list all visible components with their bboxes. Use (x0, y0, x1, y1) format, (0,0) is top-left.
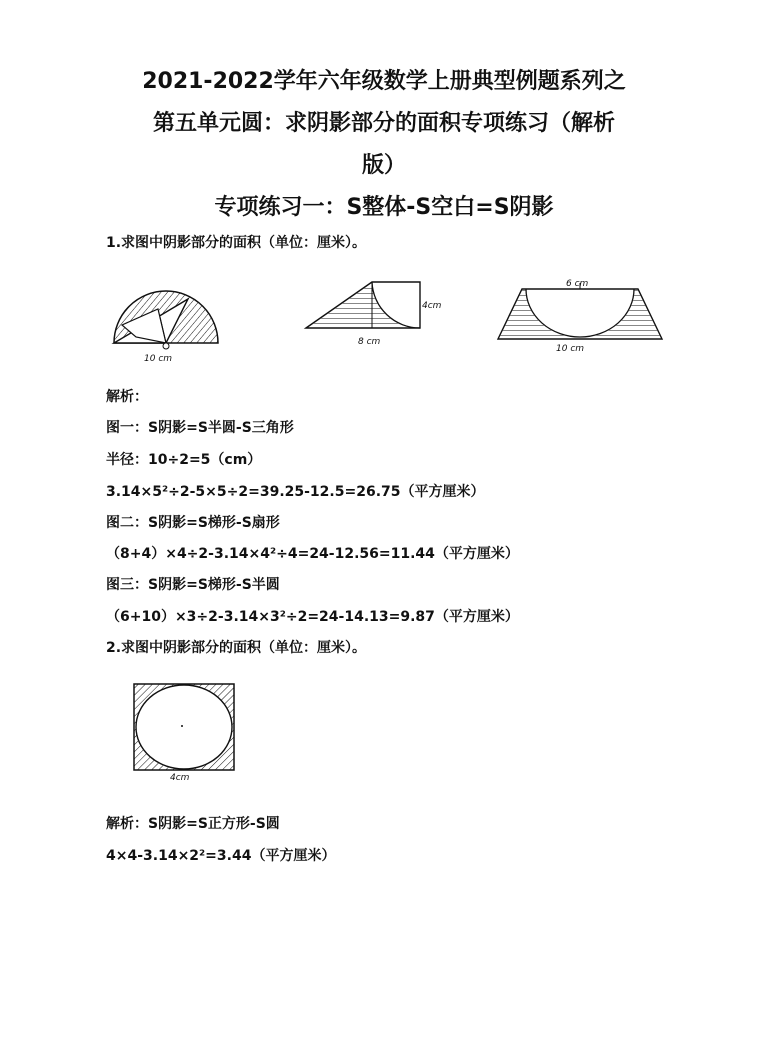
analysis-line: （8+4）×4÷2-3.14×4²÷4=24-12.56=11.44（平方厘米） (106, 546, 519, 562)
fig2-bottom-label: 8 cm (358, 337, 381, 347)
figure-trapezoid-semicircle (492, 275, 668, 355)
analysis-label: 解析： (106, 389, 148, 405)
question-1: 1.求图中阴影部分的面积（单位：厘米）。 (106, 235, 367, 251)
fig-square-label: 4cm (170, 773, 190, 783)
analysis-line: （6+10）×3÷2-3.14×3²÷2=24-14.13=9.87（平方厘米） (106, 609, 519, 625)
analysis-line: 3.14×5²÷2-5×5÷2=39.25-12.5=26.75（平方厘米） (106, 484, 485, 500)
analysis-line: 图二：S阴影=S梯形-S扇形 (106, 515, 280, 531)
question-2: 2.求图中阴影部分的面积（单位：厘米）。 (106, 640, 367, 656)
fig1-label: 10 cm (144, 354, 173, 364)
analysis-line: 图一：S阴影=S半圆-S三角形 (106, 420, 294, 436)
fig3-top-label: 6 cm (566, 279, 589, 289)
page-title-line1: 2021-2022学年六年级数学上册典型例题系列之 (142, 69, 626, 94)
fig3-bottom-label: 10 cm (556, 344, 585, 354)
page-title-line2: 第五单元圆：求阴影部分的面积专项练习（解析 (152, 111, 615, 136)
figure-trapezoid-sector (302, 278, 452, 348)
section-subtitle: 专项练习一：S整体-S空白=S阴影 (214, 195, 554, 220)
formula-q2: 4×4-3.14×2²=3.44（平方厘米） (106, 848, 336, 864)
figure-square-circle (128, 680, 242, 784)
analysis-q2: 解析：S阴影=S正方形-S圆 (106, 816, 280, 832)
figure-semicircle (108, 285, 224, 365)
page-title-line3: 版） (361, 153, 406, 178)
analysis-line: 半径：10÷2=5（cm） (106, 452, 262, 468)
analysis-line: 图三：S阴影=S梯形-S半圆 (106, 577, 280, 593)
fig2-side-label: 4cm (422, 301, 442, 311)
